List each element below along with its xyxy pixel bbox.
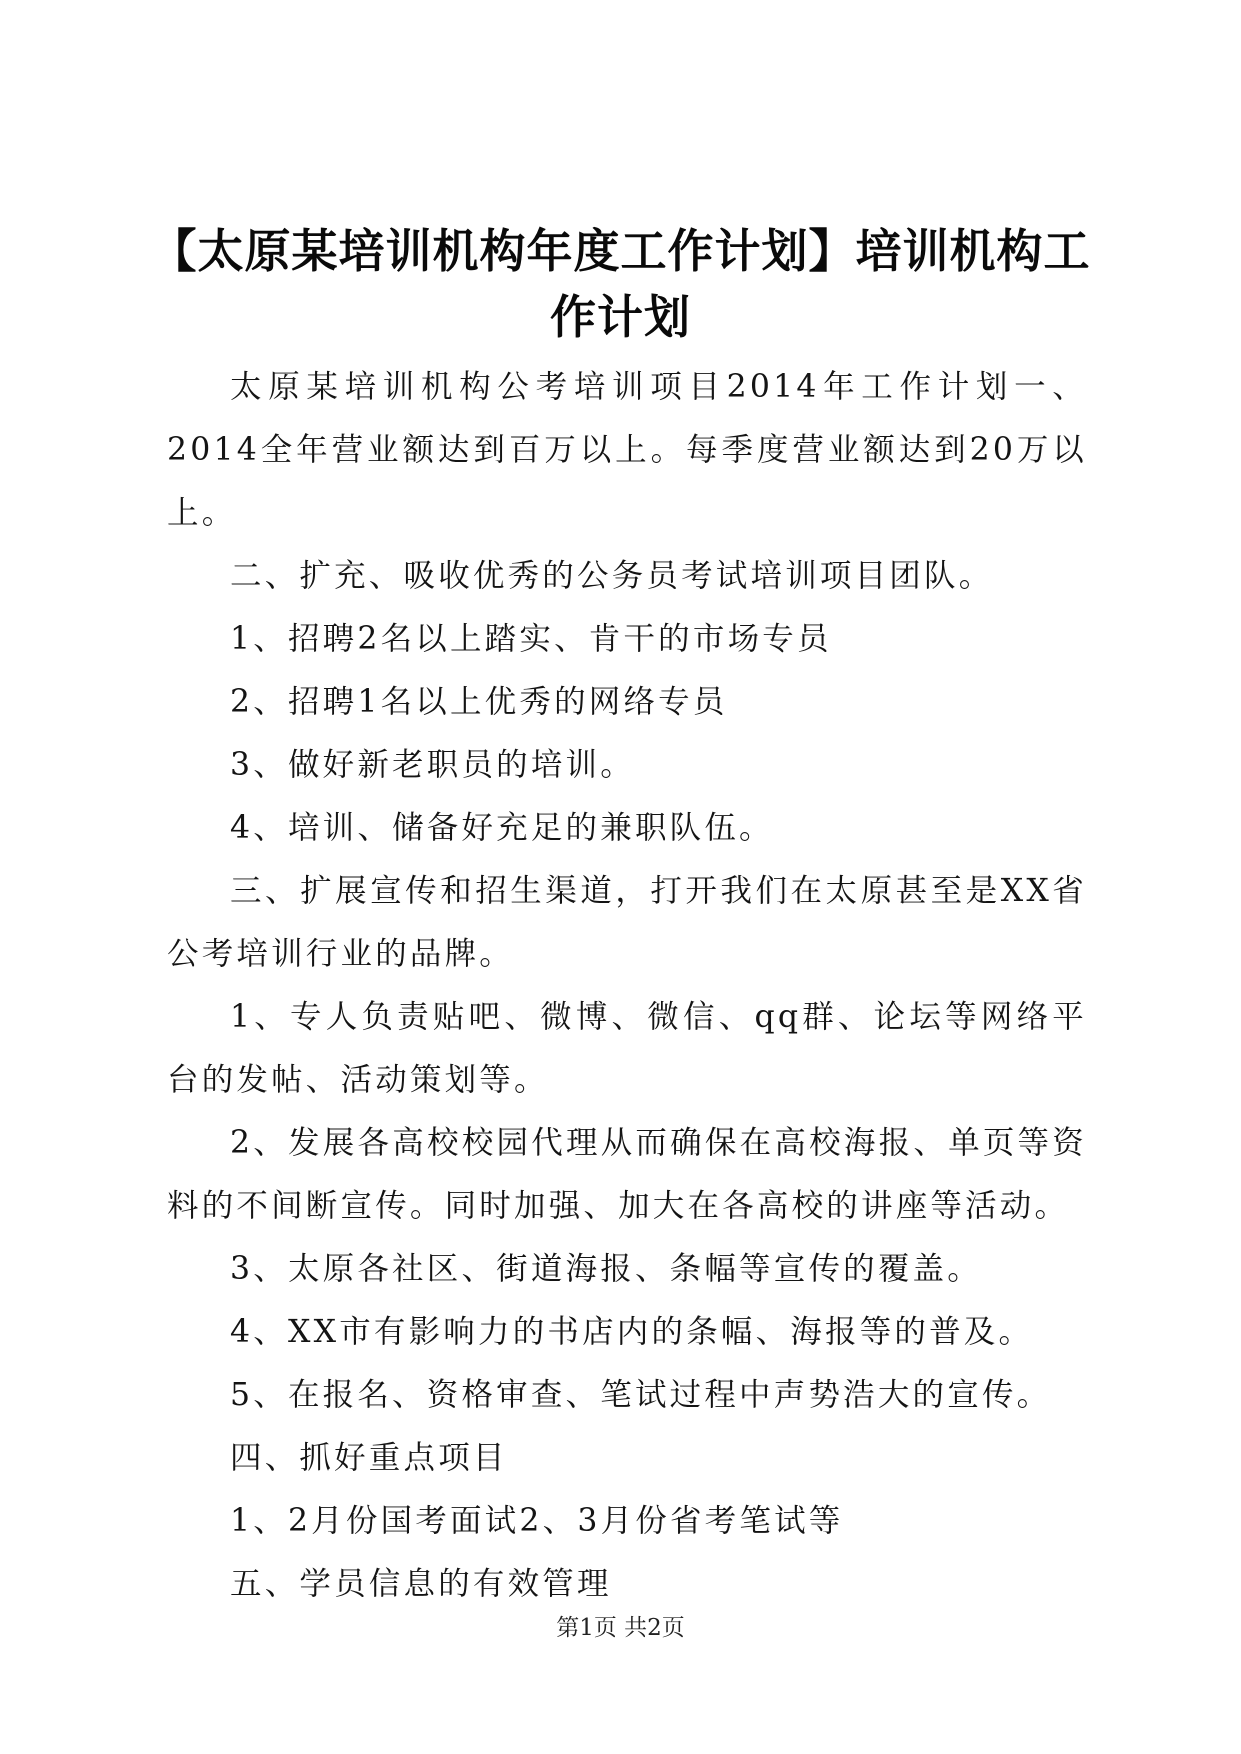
paragraph: 三、扩展宣传和招生渠道，打开我们在太原甚至是XX省公考培训行业的品牌。 bbox=[167, 873, 1087, 972]
paragraph: 4、培训、储备好充足的兼职队伍。 bbox=[230, 810, 774, 846]
paragraph: 5、在报名、资格审查、笔试过程中声势浩大的宣传。 bbox=[230, 1377, 1052, 1413]
paragraph: 太原某培训机构公考培训项目2014年工作计划一、2014全年营业额达到百万以上。每季度营业额达到20万以上。 bbox=[167, 369, 1087, 531]
document-body bbox=[167, 356, 1087, 1616]
paragraph: 五、学员信息的有效管理 bbox=[230, 1566, 612, 1602]
paragraph: 1、专人负责贴吧、微博、微信、qq群、论坛等网络平台的发帖、活动策划等。 bbox=[167, 999, 1087, 1098]
paragraph: 1、2月份国考面试2、3月份省考笔试等 bbox=[230, 1503, 844, 1539]
paragraph: 3、做好新老职员的培训。 bbox=[230, 747, 635, 783]
paragraph: 二、扩充、吸收优秀的公务员考试培训项目团队。 bbox=[230, 558, 994, 594]
paragraph: 3、太原各社区、街道海报、条幅等宣传的覆盖。 bbox=[230, 1251, 982, 1287]
paragraph: 2、发展各高校校园代理从而确保在高校海报、单页等资料的不间断宣传。同时加强、加大在各高校的讲座等活动。 bbox=[167, 1125, 1087, 1224]
paragraph: 4、XX市有影响力的书店内的条幅、海报等的普及。 bbox=[230, 1314, 1034, 1350]
paragraph: 2、招聘1名以上优秀的网络专员 bbox=[230, 684, 728, 720]
paragraph: 四、抓好重点项目 bbox=[230, 1440, 508, 1476]
paragraph: 1、招聘2名以上踏实、肯干的市场专员 bbox=[230, 621, 832, 657]
page-number-footer: 第1页 共2页 bbox=[556, 1615, 685, 1641]
document-title: 【太原某培训机构年度工作计划】培训机构工作计划 bbox=[150, 224, 1091, 344]
